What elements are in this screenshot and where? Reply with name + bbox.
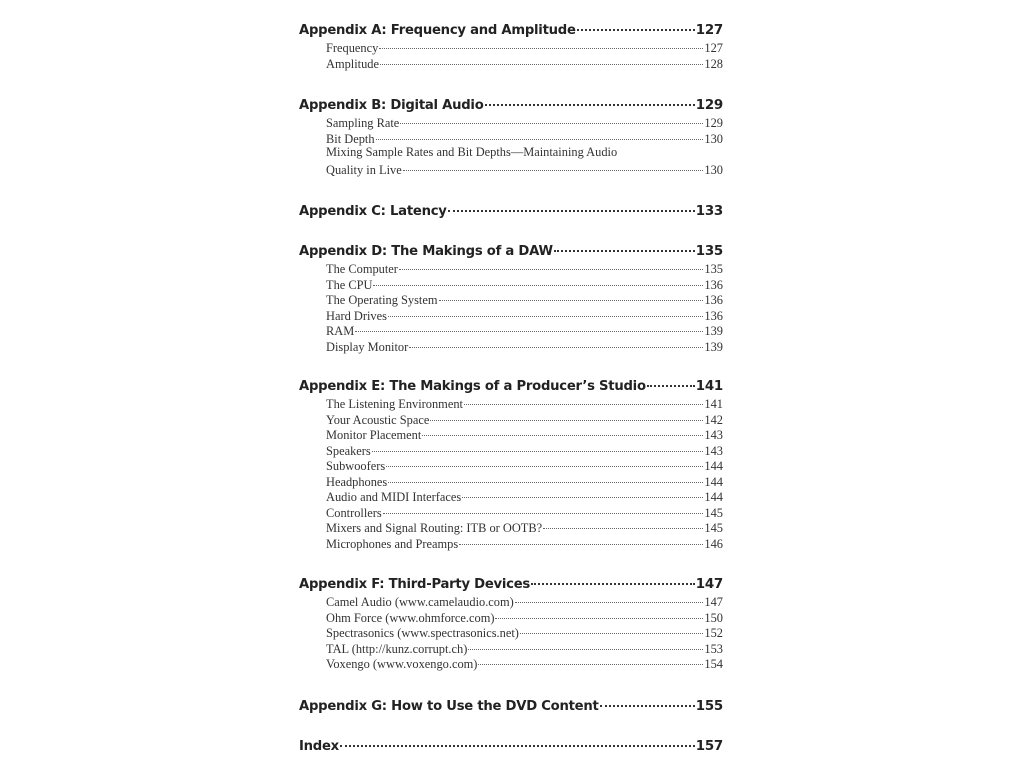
toc-entry-title: Ohm Force (www.ohmforce.com)	[326, 610, 495, 625]
dot-leader	[430, 408, 703, 421]
toc-heading[interactable]	[299, 200, 723, 220]
toc-heading-page: 135	[695, 244, 723, 260]
dot-leader	[380, 52, 703, 65]
toc-heading-page: 127	[695, 23, 723, 39]
toc-entry-title: Microphones and Preamps	[326, 536, 459, 551]
toc-entry-continued[interactable]	[299, 161, 723, 177]
dot-leader	[400, 111, 703, 124]
toc-entry-page: 145	[704, 505, 723, 520]
toc-heading-title: Appendix F: Third-Party Devices	[299, 577, 531, 593]
toc-entry-title: Sampling Rate	[326, 116, 400, 131]
toc-entry-title: Controllers	[326, 505, 382, 520]
dot-leader	[485, 91, 695, 106]
toc-heading-title: Appendix D: The Makings of a DAW	[299, 244, 553, 260]
toc-entry-page: 136	[704, 293, 723, 308]
dot-leader	[647, 372, 695, 387]
toc-heading[interactable]	[299, 695, 723, 715]
toc-section-appendix-f	[299, 573, 723, 671]
toc-section-appendix-e	[299, 375, 723, 550]
toc-entry-title: Hard Drives	[326, 308, 387, 323]
toc-heading-title: Appendix E: The Makings of a Producer’s Studio	[299, 379, 646, 395]
toc-entry-page: 127	[704, 41, 723, 56]
toc-section-index	[299, 735, 723, 755]
toc-entry-page: 130	[704, 162, 723, 177]
dot-leader	[422, 423, 703, 436]
toc-heading-title: Appendix C: Latency	[299, 204, 447, 220]
toc-entry-page: 141	[704, 397, 723, 412]
dot-leader	[600, 692, 695, 707]
toc-entry-page: 130	[704, 131, 723, 146]
toc-entry-page: 153	[704, 641, 723, 656]
toc-entry-title: Mixers and Signal Routing: ITB or OOTB?	[326, 521, 543, 536]
toc-entry-title: TAL (http://kunz.corrupt.ch)	[326, 641, 468, 656]
dot-leader	[478, 652, 703, 665]
toc-section-appendix-a	[299, 19, 723, 70]
toc-entry-page: 136	[704, 308, 723, 323]
dot-leader	[403, 158, 704, 171]
dot-leader	[448, 197, 695, 212]
toc-entry-title: The CPU	[326, 277, 373, 292]
toc-entry-page: 143	[704, 443, 723, 458]
toc-entry-title-continued: Quality in Live	[326, 162, 402, 177]
dot-leader	[439, 288, 704, 301]
toc-entry-page: 144	[704, 490, 723, 505]
toc-entry-title: Bit Depth	[326, 131, 375, 146]
dot-leader	[495, 606, 703, 619]
dot-leader	[383, 501, 704, 514]
toc-entry-title: Mixing Sample Rates and Bit Depths—Maintaining Audio	[326, 145, 618, 159]
toc-entry-title: Amplitude	[326, 56, 379, 71]
dot-leader	[388, 304, 704, 317]
toc-entry-page: 152	[704, 626, 723, 641]
dot-leader	[554, 237, 695, 252]
toc-entry-title: The Computer	[326, 262, 398, 277]
dot-leader	[520, 621, 703, 634]
toc-entry-title: Audio and MIDI Interfaces	[326, 490, 462, 505]
toc-entry-page: 146	[704, 536, 723, 551]
toc-entry-page: 150	[704, 610, 723, 625]
dot-leader	[459, 532, 703, 545]
toc-entry-page: 128	[704, 56, 723, 71]
toc-entry-page: 147	[704, 595, 723, 610]
toc-entry-title: Speakers	[326, 443, 371, 458]
toc-entry-title: The Operating System	[326, 293, 438, 308]
toc-entry-title: The Listening Environment	[326, 397, 463, 412]
toc-entry-page: 145	[704, 521, 723, 536]
dot-leader	[372, 439, 704, 452]
toc-entry-title: Headphones	[326, 474, 388, 489]
toc-entry-title: Spectrasonics (www.spectrasonics.net)	[326, 626, 519, 641]
toc-entry-title: RAM	[326, 324, 355, 339]
toc-entry[interactable]	[299, 338, 723, 354]
toc-entry-page: 135	[704, 262, 723, 277]
dot-leader	[543, 516, 703, 529]
toc-heading-title: Appendix A: Frequency and Amplitude	[299, 23, 576, 39]
toc-entry[interactable]	[299, 55, 723, 71]
toc-section-appendix-c	[299, 200, 723, 220]
toc-entry-page: 143	[704, 428, 723, 443]
toc-section-appendix-b	[299, 94, 723, 176]
toc-entry-title: Subwoofers	[326, 459, 386, 474]
toc-entry-page: 144	[704, 459, 723, 474]
toc-entry[interactable]	[299, 655, 723, 671]
toc-entry-page: 154	[704, 657, 723, 672]
dot-leader	[468, 637, 703, 650]
toc-heading-page: 133	[695, 204, 723, 220]
toc-heading-page: 141	[695, 379, 723, 395]
toc-heading-page: 155	[695, 698, 723, 714]
dot-leader	[409, 335, 703, 348]
table-of-contents	[299, 14, 723, 755]
dot-leader	[355, 319, 703, 332]
dot-leader	[462, 485, 703, 498]
toc-heading-title: Appendix G: How to Use the DVD Content	[299, 698, 599, 714]
toc-entry[interactable]	[299, 535, 723, 551]
dot-leader	[399, 257, 703, 270]
toc-entry-page: 139	[704, 339, 723, 354]
toc-entry-page: 136	[704, 277, 723, 292]
toc-entry-title: Voxengo (www.voxengo.com)	[326, 657, 478, 672]
toc-entry-title: Frequency	[326, 41, 379, 56]
toc-entry[interactable]	[299, 130, 723, 146]
toc-heading-page: 147	[695, 577, 723, 593]
toc-entry-page: 144	[704, 474, 723, 489]
toc-entry-page: 139	[704, 324, 723, 339]
toc-entry-page: 129	[704, 116, 723, 131]
dot-leader	[515, 590, 704, 603]
dot-leader	[340, 732, 695, 747]
toc-entry-title: Camel Audio (www.camelaudio.com)	[326, 595, 514, 610]
toc-heading-title: Index	[299, 738, 339, 754]
dot-leader	[376, 127, 704, 140]
toc-heading-page: 157	[695, 738, 723, 754]
toc-heading[interactable]	[299, 735, 723, 755]
dot-leader	[531, 570, 695, 585]
dot-leader	[388, 470, 703, 483]
toc-entry-page: 142	[704, 412, 723, 427]
toc-heading-page: 129	[695, 98, 723, 114]
dot-leader	[386, 454, 703, 467]
dot-leader	[379, 36, 703, 49]
dot-leader	[464, 392, 703, 405]
toc-entry-title: Display Monitor	[326, 339, 409, 354]
toc-section-appendix-g	[299, 695, 723, 715]
toc-entry-title: Your Acoustic Space	[326, 412, 430, 427]
dot-leader	[577, 16, 695, 31]
toc-heading-title: Appendix B: Digital Audio	[299, 98, 484, 114]
toc-entry-title: Monitor Placement	[326, 428, 422, 443]
dot-leader	[373, 273, 703, 286]
toc-section-appendix-d	[299, 240, 723, 353]
